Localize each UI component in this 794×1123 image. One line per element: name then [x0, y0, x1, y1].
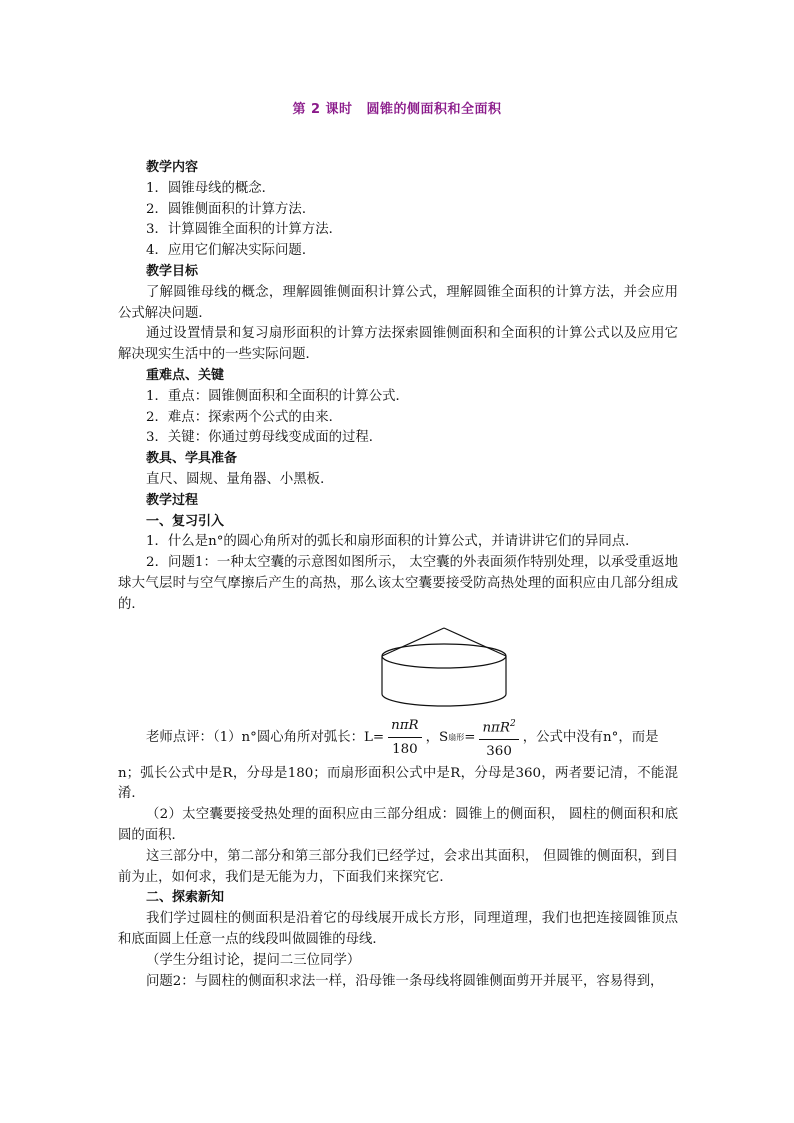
section-heading-key: 重难点、关键 — [146, 367, 225, 383]
goals-paragraph: 了解圆锥母线的概念，理解圆锥侧面积计算公式，理解圆锥全面积的计算方法，并会应用公式解决问题． — [118, 284, 678, 321]
arc-length-fraction — [388, 717, 422, 760]
sector-area-fraction — [479, 715, 518, 762]
page-title — [0, 98, 794, 117]
teacher-comment-formula-line — [118, 714, 678, 764]
space-capsule-figure — [374, 626, 514, 708]
comment-lead: 老师点评：（1）n°圆心角所对弧长：L= — [146, 730, 385, 746]
arc-length-denominator: 180 — [392, 742, 418, 758]
section-heading-process: 教学过程 — [146, 492, 199, 508]
explore-paragraph: 我们学过圆柱的侧面积是沿着它的母线展开成长方形，同理道理，我们也把连接圆锥顶点和底面圆上任意一点的线段叫做圆锥的母线． — [118, 911, 678, 947]
key-item: 3．关键：你通过剪母线变成面的过程． — [146, 430, 383, 446]
review-question: 1．什么是n°的圆心角所对的弧长和扇形面积的计算公式，并请讲讲它们的异同点． — [146, 534, 639, 550]
arc-length-numerator: nπR — [388, 717, 422, 738]
content-item: 2．圆锥侧面积的计算方法． — [146, 201, 316, 217]
tools-text: 直尺、圆规、量角器、小黑板． — [146, 471, 334, 487]
section-heading-goals: 教学目标 — [146, 263, 199, 279]
subheading-review: 一、复习引入 — [146, 513, 225, 529]
square-exponent: 2 — [509, 718, 516, 729]
content-item: 4．应用它们解决实际问题． — [146, 243, 316, 259]
lesson-topic: 圆锥的侧面积和全面积 — [366, 102, 502, 117]
lesson-number: 第 2 课时 — [292, 102, 353, 117]
explore-paragraph: （学生分组讨论，提问二三位同学） — [146, 952, 361, 968]
content-item: 3．计算圆锥全面积的计算方法． — [146, 222, 342, 238]
key-item: 1．重点：圆锥侧面积和全面积的计算公式． — [146, 388, 409, 404]
sector-subscript: 扇形 — [448, 733, 465, 743]
comment-paragraph: （2）太空囊要接受热处理的面积应由三部分组成：圆锥上的侧面积， 圆柱的侧面积和底圆的面积． — [118, 807, 678, 843]
comment-paragraph: 这三部分中，第二部分和第三部分我们已经学过，会求出其面积， 但圆锥的侧面积，到目前为止，如何求，我们是无能为力，下面我们来探究它． — [118, 848, 678, 885]
sector-area-prefix: ，S — [425, 730, 449, 746]
goals-paragraph: 通过设置情景和复习扇形面积的计算方法探索圆锥侧面积和全面积的计算公式以及应用它解决现实生活中的一些实际问题． — [118, 326, 678, 363]
content-item: 1．圆锥母线的概念． — [146, 180, 276, 196]
review-question: 2．问题1：一种太空囊的示意图如图所示， 太空囊的外表面须作特别处理，以承受重返地球大气层时与空气摩擦后产生的高热，那么该太空囊要接受防高热处理的面积应由几部分组成的． — [118, 555, 678, 612]
comment-continuation: n；弧长公式中是R，分母是180；而扇形面积公式中是R，分母是360，两者要记清，不能混淆． — [118, 765, 678, 802]
lesson-body — [118, 158, 678, 992]
equals-sign: = — [464, 730, 476, 746]
subheading-explore: 二、探索新知 — [146, 890, 225, 906]
section-heading-content: 教学内容 — [146, 160, 199, 175]
key-item: 2．难点：探索两个公式的由来． — [146, 409, 342, 425]
section-heading-tools: 教具、学具准备 — [146, 451, 238, 467]
explore-paragraph: 问题2：与圆柱的侧面积求法一样，沿母锥一条母线将圆锥侧面剪开并展平，容易得到， — [146, 973, 664, 989]
sector-area-numerator: nπR$^2$ — [479, 715, 518, 740]
sector-area-denominator: 360 — [486, 744, 512, 760]
comment-tail: ，公式中没有n°，而是 — [522, 730, 659, 746]
